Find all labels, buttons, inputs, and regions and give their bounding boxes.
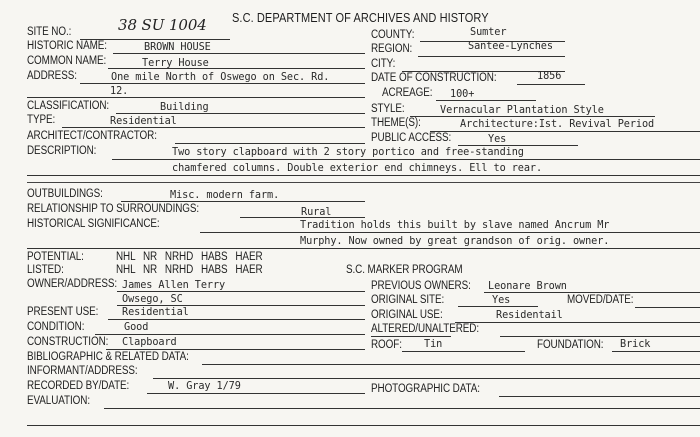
- previous-owners-underline: [484, 292, 700, 293]
- historic-name-value: BROWN HOUSE: [144, 40, 211, 53]
- description-underline-1: [112, 159, 700, 160]
- site-no-value: 38 SU 1004: [118, 16, 207, 34]
- listed-options: NHL NR NRHD HABS HAER: [116, 264, 263, 276]
- construction-label: CONSTRUCTION:: [27, 336, 109, 348]
- original-site-value: Yes: [492, 293, 511, 306]
- region-underline: [418, 56, 565, 57]
- architect-label: ARCHITECT/CONTRACTOR:: [27, 130, 157, 142]
- outbuildings-value: Misc. modern farm.: [170, 188, 280, 201]
- outbuildings-underline: [121, 201, 365, 202]
- foundation-label: FOUNDATION:: [537, 339, 604, 351]
- evaluation-underline-2: [27, 425, 700, 426]
- type-underline: [62, 127, 365, 128]
- classification-label: CLASSIFICATION:: [27, 100, 110, 112]
- evaluation-label: EVALUATION:: [27, 395, 90, 407]
- previous-owners-value: Leonare Brown: [488, 279, 567, 292]
- theme-label: THEME(S):: [371, 117, 421, 129]
- address-underline-2: [27, 97, 365, 98]
- county-label: COUNTY:: [371, 29, 415, 41]
- historical-significance-line1: Tradition holds this built by slave named Ancrum Mr: [300, 218, 610, 231]
- common-name-value: Terry House: [142, 56, 209, 69]
- original-use-value: Residentail: [496, 308, 563, 321]
- original-use-underline: [455, 322, 700, 323]
- section-separator-1: [27, 182, 700, 183]
- acreage-label: ACREAGE:: [382, 87, 433, 99]
- historical-significance-label: HISTORICAL SIGNIFICANCE:: [27, 218, 160, 230]
- foundation-underline: [612, 351, 700, 352]
- description-line2: chamfered columns. Double exterior end chimneys. Ell to rear.: [172, 161, 543, 174]
- relationship-value: Rural: [301, 205, 332, 218]
- description-line1: Two story clapboard with 2 story portico and free-standing: [172, 145, 524, 158]
- description-underline-2: [27, 175, 700, 176]
- outbuildings-label: OUTBUILDINGS:: [27, 188, 103, 200]
- historic-name-underline: [113, 53, 365, 54]
- foundation-value: Brick: [620, 337, 651, 350]
- moved-date-underline: [635, 307, 700, 308]
- photographic-data-underline: [499, 396, 700, 397]
- acreage-value: 100+: [450, 87, 475, 100]
- photographic-data-label: PHOTOGRAPHIC DATA:: [371, 383, 480, 395]
- moved-date-label: MOVED/DATE:: [567, 294, 634, 306]
- description-label: DESCRIPTION:: [27, 145, 97, 157]
- public-access-label: PUBLIC ACCESS:: [371, 132, 452, 144]
- roof-value: Tin: [424, 337, 443, 350]
- evaluation-underline: [104, 408, 700, 409]
- recorded-by-underline: [147, 393, 365, 394]
- construction-underline: [106, 349, 365, 350]
- region-label: REGION:: [371, 43, 413, 55]
- recorded-by-label: RECORDED BY/DATE:: [27, 380, 130, 392]
- county-value: Sumter: [470, 25, 507, 38]
- style-value: Vernacular Plantation Style: [440, 103, 604, 116]
- owner-line2: Owsego, SC: [122, 292, 183, 305]
- present-use-label: PRESENT USE:: [27, 306, 99, 318]
- previous-owners-label: PREVIOUS OWNERS:: [371, 280, 471, 292]
- classification-value: Building: [160, 100, 209, 113]
- marker-program-label: S.C. MARKER PROGRAM: [346, 264, 463, 276]
- date-of-construction-underline: [517, 84, 585, 85]
- theme-value: Architecture:Ist. Revival Period: [460, 117, 655, 130]
- roof-underline: [402, 351, 525, 352]
- original-site-underline: [458, 306, 538, 307]
- date-of-construction-value: 1856: [537, 69, 562, 82]
- public-access-underline: [458, 145, 578, 146]
- type-label: TYPE:: [27, 114, 56, 126]
- altered-underline: [500, 336, 700, 337]
- owner-line1: James Allen Terry: [122, 278, 226, 291]
- style-label: STYLE:: [371, 103, 405, 115]
- construction-value: Clapboard: [122, 335, 177, 348]
- date-of-construction-label: DATE OF CONSTRUCTION:: [371, 72, 497, 84]
- acreage-underline: [436, 100, 536, 101]
- historical-significance-underline-2: [27, 248, 700, 249]
- original-site-label: ORIGINAL SITE:: [371, 294, 445, 306]
- type-value: Residential: [110, 114, 177, 127]
- condition-label: CONDITION:: [27, 321, 85, 333]
- site-no-label: SITE NO.:: [27, 26, 72, 38]
- address-value-line1: One mile North of Oswego on Sec. Rd.: [111, 70, 330, 83]
- owner-address-label: OWNER/ADDRESS:: [27, 278, 118, 290]
- address-label: ADDRESS:: [27, 70, 77, 82]
- listed-label: LISTED:: [27, 264, 64, 276]
- condition-value: Good: [124, 320, 149, 333]
- altered-label: ALTERED/UNALTERED:: [371, 323, 479, 335]
- public-access-value: Yes: [488, 132, 507, 145]
- bibliographic-underline: [202, 364, 700, 365]
- city-label: CITY:: [371, 58, 396, 70]
- common-name-label: COMMON NAME:: [27, 55, 107, 67]
- original-use-label: ORIGINAL USE:: [371, 309, 443, 321]
- relationship-label: RELATIONSHIP TO SURROUNDINGS:: [27, 203, 200, 215]
- recorded-by-value: W. Gray 1/79: [168, 379, 241, 392]
- historical-significance-line2: Murphy. Now owned by great grandson of orig. owner.: [300, 234, 610, 247]
- roof-label: ROOF:: [371, 339, 402, 351]
- theme-underline: [430, 131, 700, 132]
- informant-label: INFORMANT/ADDRESS:: [27, 365, 138, 377]
- present-use-value: Residential: [122, 305, 189, 318]
- bibliographic-label: BIBLIOGRAPHIC & RELATED DATA:: [27, 351, 189, 363]
- potential-options: NHL NR NRHD HABS HAER: [116, 251, 263, 263]
- address-value-line2: 12.: [110, 84, 129, 97]
- common-name-underline: [108, 68, 365, 69]
- historical-significance-underline-1: [200, 232, 700, 233]
- historic-name-label: HISTORIC NAME:: [27, 40, 107, 52]
- form-title: S.C. DEPARTMENT OF ARCHIVES AND HISTORY: [232, 11, 489, 25]
- region-value: Santee-Lynches: [468, 39, 553, 52]
- architect-underline: [175, 143, 365, 144]
- potential-label: POTENTIAL:: [27, 251, 84, 263]
